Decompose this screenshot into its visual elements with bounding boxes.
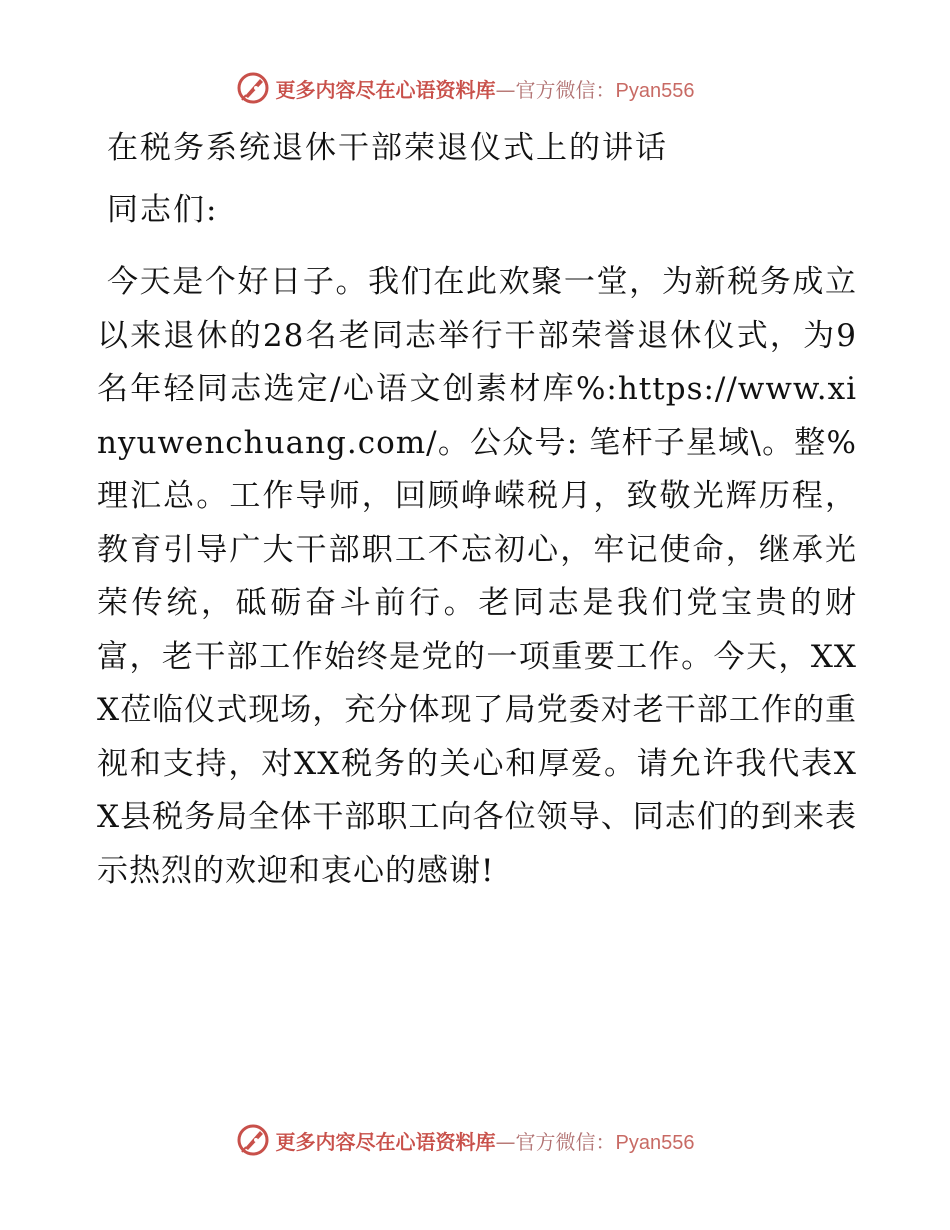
footer-watermark-inner <box>236 1123 695 1157</box>
document-body <box>97 124 857 898</box>
header-watermark-banner <box>0 70 950 106</box>
header-watermark-dash: — <box>495 77 516 102</box>
quill-circle-logo-icon <box>236 71 270 105</box>
header-watermark-text <box>276 74 695 103</box>
footer-watermark-text <box>276 1126 695 1155</box>
footer-watermark-account: Pyan556 <box>615 1131 695 1154</box>
document-salutation: 同志们: <box>107 192 219 228</box>
header-watermark-inner <box>236 71 695 105</box>
document-title: 在税务系统退休干部荣退仪式上的讲话 <box>107 130 668 166</box>
document-paragraph: 今天是个好日子。我们在此欢聚一堂，为新税务成立以来退休的28名老同志举行干部荣誉退休仪式，为9名年轻同志选定/心语文创素材库%:https://www.xinyuwenchuang.com/。公众号: 笔杆子星域\。整%理汇总。工作导师，回顾峥嵘税月，致敬光辉历程，教育引导广大干部职工不忘初心，牢记使命，继承光荣传统，砥砺奋斗前行。老同志是我们党宝贵的财富，老干部工作始终是党的一项重要工作。今天，XXX莅临仪式现场，充分体现了局党委对老干部工作的重视和支持，对XX税务的关心和厚爱。请允许我代表XX县税务局全体干部职工向各位领导、同志们的到来表示热烈的欢迎和衷心的感谢! <box>97 264 857 889</box>
header-watermark-account: Pyan556 <box>615 79 695 102</box>
header-watermark-main: 更多内容尽在心语资料库 <box>275 77 496 102</box>
footer-watermark-dash: — <box>495 1129 516 1154</box>
footer-watermark-banner <box>0 1122 950 1158</box>
header-watermark-label: 官方微信： <box>515 77 616 102</box>
quill-circle-logo-icon <box>236 1123 270 1157</box>
footer-watermark-main: 更多内容尽在心语资料库 <box>275 1129 496 1154</box>
footer-watermark-label: 官方微信： <box>515 1129 616 1154</box>
